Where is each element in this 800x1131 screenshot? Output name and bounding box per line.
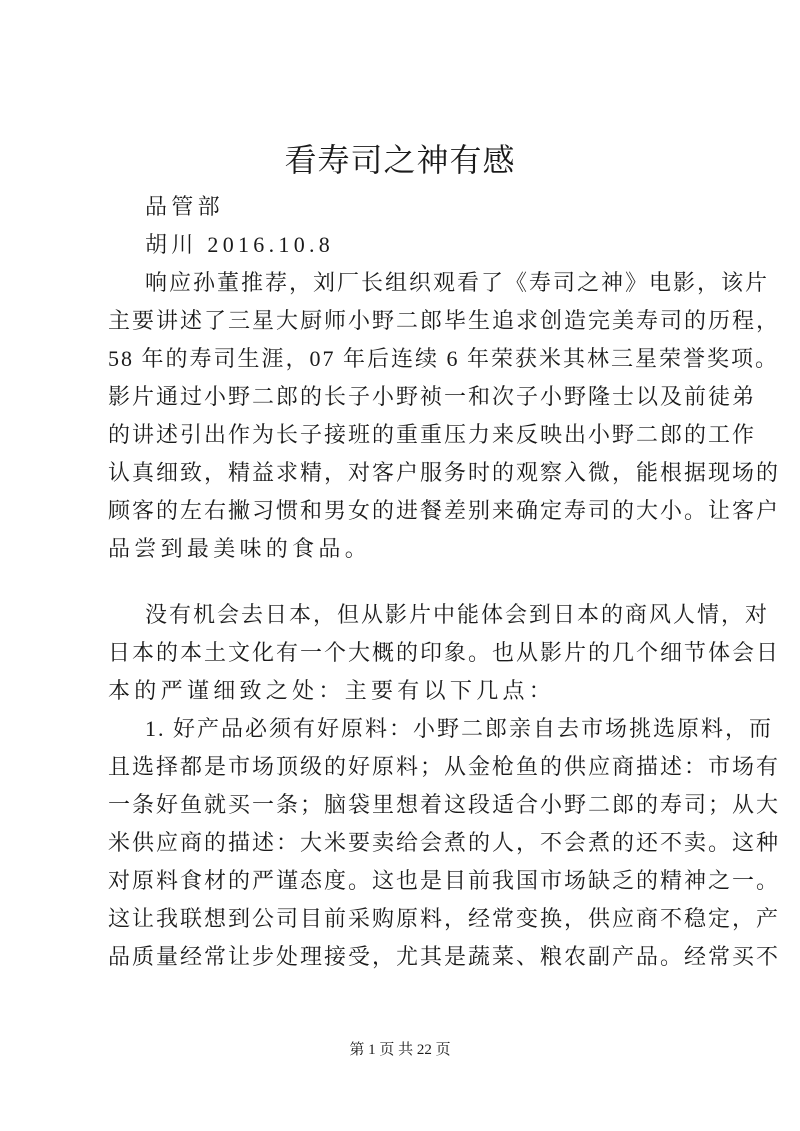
document-body bbox=[108, 188, 781, 976]
paragraph-line: 影片通过小野二郎的长子小野祯一和次子小野隆士以及前徒弟 bbox=[108, 384, 757, 409]
page-footer: 第 1 页 共 22 页 bbox=[349, 1042, 451, 1058]
paragraph-line: 日本的本土文化有一个大概的印象。也从影片的几个细节体会日 bbox=[108, 640, 781, 665]
paragraph-line: 的讲述引出作为长子接班的重重压力来反映出小野二郎的工作 bbox=[108, 422, 757, 447]
paragraph-line: 这让我联想到公司目前采购原料，经常变换，供应商不稳定，产 bbox=[108, 906, 781, 931]
paragraph-line: 且选择都是市场顶级的好原料；从金枪鱼的供应商描述：市场有 bbox=[108, 754, 781, 779]
paragraph-line: 一条好鱼就买一条；脑袋里想着这段适合小野二郎的寿司；从大 bbox=[108, 792, 781, 817]
paragraph-line: 58 年的寿司生涯，07 年后连续 6 年荣获米其林三星荣誉奖项。 bbox=[108, 346, 780, 371]
paragraph-1 bbox=[108, 264, 781, 568]
paragraph-3 bbox=[108, 710, 781, 976]
paragraph-line: 认真细致，精益求精，对客户服务时的观察入微，能根据现场的 bbox=[108, 460, 781, 485]
paragraph-line: 本的严谨细致之处：主要有以下几点： bbox=[108, 678, 556, 703]
paragraph-line: 顾客的左右撇习惯和男女的进餐差别来确定寿司的大小。让客户 bbox=[108, 498, 781, 523]
department-line: 品管部 bbox=[145, 194, 224, 219]
paragraph-2 bbox=[108, 596, 781, 710]
paragraph-line: 品尝到最美味的食品。 bbox=[108, 536, 372, 561]
author-date-line: 胡川 2016.10.8 bbox=[145, 232, 335, 257]
document-title: 看寿司之神有感 bbox=[284, 142, 516, 178]
paragraph-line: 响应孙董推荐，刘厂长组织观看了《寿司之神》电影，该片 bbox=[145, 270, 770, 295]
paragraph-line: 品质量经常让步处理接受，尤其是蔬菜、粮农副产品。经常买不 bbox=[108, 944, 781, 969]
paragraph-line: 没有机会去日本，但从影片中能体会到日本的商风人情，对 bbox=[145, 602, 770, 627]
paragraph-line: 对原料食材的严谨态度。这也是目前我国市场缺乏的精神之一。 bbox=[108, 868, 781, 893]
paragraph-line: 米供应商的描述：大米要卖给会煮的人，不会煮的还不卖。这种 bbox=[108, 830, 781, 855]
paragraph-line: 1. 好产品必须有好原料：小野二郎亲自去市场挑选原料，而 bbox=[145, 716, 774, 741]
paragraph-line: 主要讲述了三星大厨师小野二郎毕生追求创造完美寿司的历程， bbox=[108, 308, 781, 333]
